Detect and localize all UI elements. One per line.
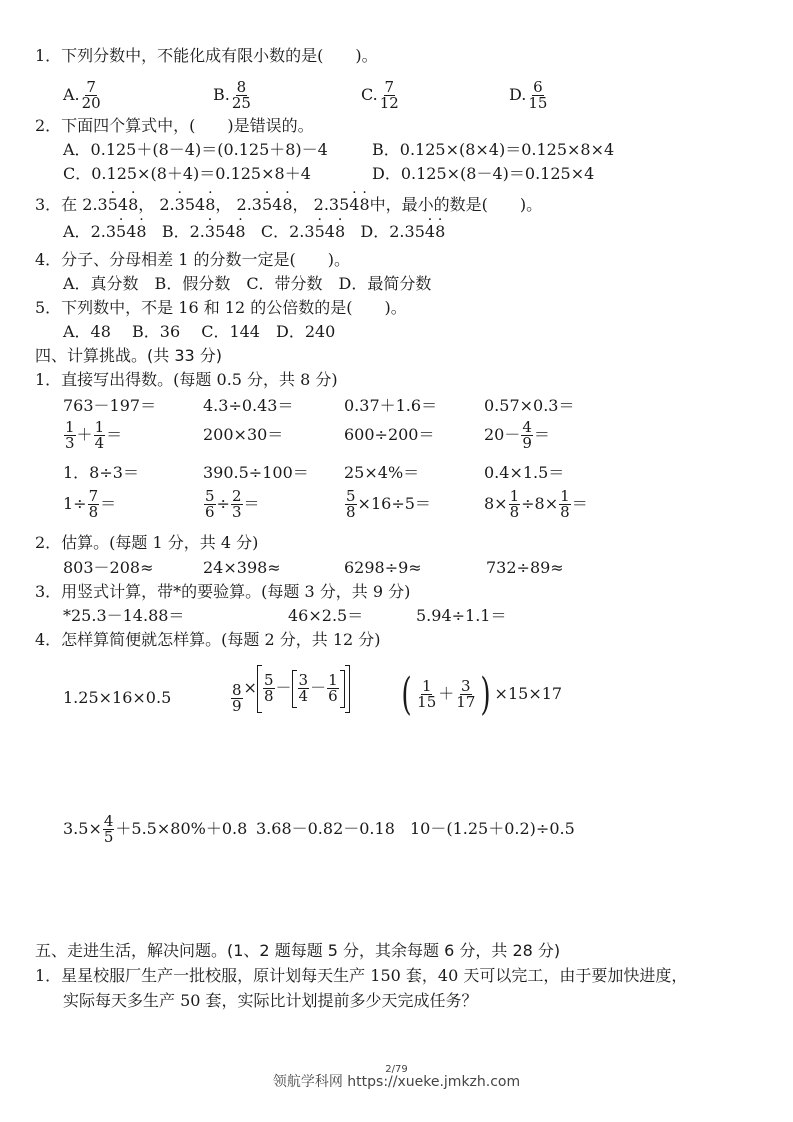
estimate-a: 803－208≈ bbox=[63, 558, 154, 577]
q1-option-b: B. $\frac{8}{25}$ bbox=[213, 78, 251, 112]
q5-options: A．48 B．36 C．144 D．240 bbox=[63, 322, 336, 341]
q2-stem: 2．下面四个算式中，( )是错误的。 bbox=[35, 116, 314, 135]
calc-row3-c: 25×4%＝ bbox=[344, 463, 420, 482]
q1-option-c: C. $\frac{7}{12}$ bbox=[361, 78, 399, 112]
calc-row1-d: 0.57×0.3＝ bbox=[484, 396, 575, 415]
q2-option-b: B．0.125×(8×4)＝0.125×8×4 bbox=[372, 140, 615, 159]
estimate-b: 24×398≈ bbox=[203, 558, 281, 577]
simplify-expr-5: 3.68－0.82－0.18 bbox=[256, 819, 395, 838]
calc-row2-d: 20－ $\frac{4}{9}$ ＝ bbox=[484, 418, 550, 452]
simplify-expr-3: ( $\frac{1}{15}$ ＋ $\frac{3}{17}$ ) ×15×17 bbox=[401, 668, 563, 720]
section-5-title: 五、走进生活，解决问题。(1、2 题每题 5 分，其余每题 6 分，共 28 分) bbox=[35, 941, 561, 960]
q3-number-2: 2.· 354· 8 bbox=[159, 195, 215, 214]
q3-number-3: 2.3· 54· 8 bbox=[237, 195, 293, 214]
q3-options: A．2.3· 54· 8 B．2.· 354· 8 C．2.3· 54· 8 D．2.35· 4· 8 bbox=[63, 222, 445, 242]
q3-number-1: 2.3· 54· 8 bbox=[82, 195, 138, 214]
calc-row1-a: 763－197＝ bbox=[63, 396, 157, 415]
watermark: 领航学科网 https://xueke.jmkzh.com bbox=[272, 1074, 521, 1090]
vertical-calc-b: 46×2.5＝ bbox=[288, 606, 364, 625]
q1-stem: 1．下列分数中，不能化成有限小数的是( )。 bbox=[35, 46, 378, 65]
calc-row4-b: $\frac{5}{6}$ ÷ $\frac{2}{3}$ ＝ bbox=[205, 487, 260, 521]
calc-row4-c: $\frac{5}{8}$ ×16÷5＝ bbox=[346, 487, 431, 521]
calc-row1-b: 4.3÷0.43＝ bbox=[203, 396, 294, 415]
s4-1-title: 1．直接写出得数。(每题 0.5 分，共 8 分) bbox=[35, 370, 338, 389]
calc-row4-a: 1÷ $\frac{7}{8}$ ＝ bbox=[63, 487, 117, 521]
estimate-c: 6298÷9≈ bbox=[344, 558, 422, 577]
estimate-d: 732÷89≈ bbox=[486, 558, 564, 577]
section-4-title: 四、计算挑战。(共 33 分) bbox=[35, 346, 223, 365]
q1-option-a: A. $\frac{7}{20}$ bbox=[63, 78, 101, 112]
calc-row3-a: 1．8÷3＝ bbox=[63, 463, 139, 482]
q2-option-c: C．0.125×(8＋4)＝0.125×8＋4 bbox=[63, 164, 311, 183]
simplify-expr-1: 1.25×16×0.5 bbox=[63, 688, 172, 707]
calc-row2-c: 600÷200＝ bbox=[344, 425, 435, 444]
simplify-expr-6: 10－(1.25＋0.2)÷0.5 bbox=[410, 819, 575, 838]
q4-options: A．真分数 B．假分数 C．带分数 D．最简分数 bbox=[63, 274, 432, 293]
q1-option-d: D. $\frac{6}{15}$ bbox=[509, 78, 548, 112]
s4-2-title: 2．估算。(每题 1 分，共 4 分) bbox=[35, 533, 259, 552]
q5-stem: 5．下列数中，不是 16 和 12 的公倍数的是( )。 bbox=[35, 298, 407, 317]
q2-option-d: D．0.125×(8－4)＝0.125×4 bbox=[372, 164, 595, 183]
word-problem-1-line1: 1．星星校服厂生产一批校服，原计划每天生产 150 套，40 天可以完工，由于要加快进度， bbox=[35, 966, 688, 985]
vertical-calc-c: 5.94÷1.1＝ bbox=[416, 606, 507, 625]
calc-row3-b: 390.5÷100＝ bbox=[203, 463, 309, 482]
q2-option-a: A．0.125＋(8－4)＝(0.125＋8)－4 bbox=[63, 140, 328, 159]
vertical-calc-a: *25.3－14.88＝ bbox=[63, 606, 185, 625]
q4-stem: 4．分子、分母相差 1 的分数一定是( )。 bbox=[35, 250, 351, 269]
s4-3-title: 3．用竖式计算，带*的要验算。(每题 3 分，共 9 分) bbox=[35, 582, 411, 601]
calc-row1-c: 0.37＋1.6＝ bbox=[344, 396, 438, 415]
calc-row2-a: $\frac{1}{3}$ ＋ $\frac{1}{4}$ ＝ bbox=[65, 418, 123, 452]
word-problem-1-line2: 实际每天多生产 50 套，实际比计划提前多少天完成任务？ bbox=[63, 991, 478, 1010]
calc-row2-b: 200×30＝ bbox=[203, 425, 284, 444]
q3-stem: 3．在 2.3· 54· 8， 2.· 354· 8， 2.3· 54· 8， 2.35· 4· 8中，最小的数是( )。 bbox=[35, 195, 542, 215]
calc-row3-d: 0.4×1.5＝ bbox=[484, 463, 565, 482]
simplify-expr-4: 3.5× $\frac{4}{5}$ ＋5.5×80%＋0.8 bbox=[63, 812, 248, 846]
q3-number-4: 2.35· 4· 8 bbox=[314, 195, 370, 214]
simplify-expr-2: $\frac{8}{9}$ × $\frac{5}{8}$ － $\frac{3}{4}$ － $\frac{1}{6}$ bbox=[230, 658, 350, 718]
page-number: 2/79 bbox=[385, 1064, 408, 1075]
s4-4-title: 4．怎样算简便就怎样算。(每题 2 分，共 12 分) bbox=[35, 630, 381, 649]
calc-row4-d: 8× $\frac{1}{8}$ ÷8× $\frac{1}{8}$ ＝ bbox=[484, 487, 588, 521]
